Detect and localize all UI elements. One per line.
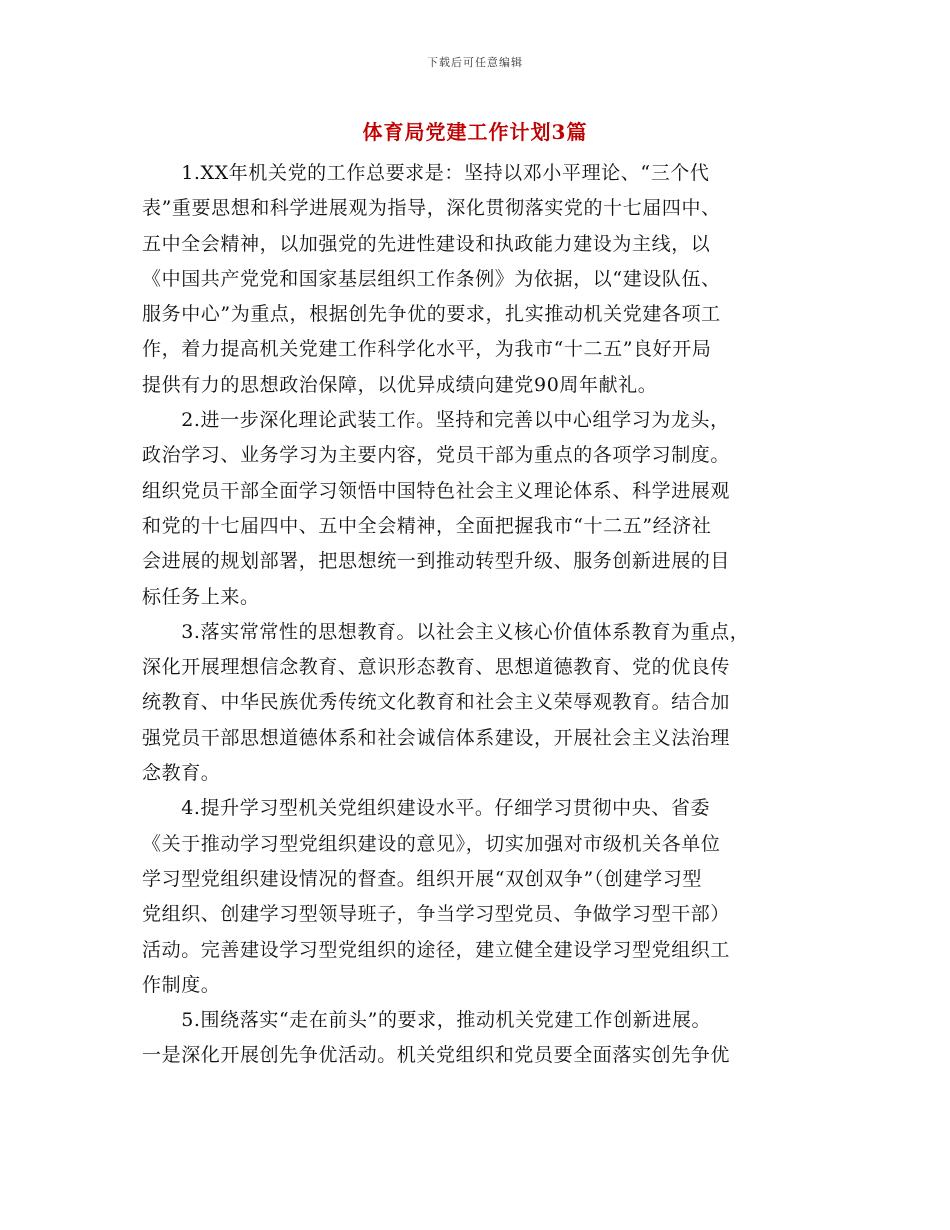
paragraph-line: 《中国共产党党和国家基层组织工作条例》为依据，以“建设队伍、 — [142, 267, 721, 290]
header-note: 下载后可任意编辑 — [427, 56, 523, 69]
paragraph — [142, 403, 798, 615]
paragraph-line: 2.进一步深化理论武装工作。坚持和完善以中心组学习为龙头， — [142, 409, 730, 432]
paragraph-line: 统教育、中华民族优秀传统文化教育和社会主义荣辱观教育。结合加 — [142, 691, 731, 714]
paragraph-line: 1.XX年机关党的工作总要求是：坚持以邓小平理论、“三个代 — [142, 162, 710, 184]
paragraph-line: 3.落实常常性的思想教育。以社会主义核心价值体系教育为重点， — [142, 620, 750, 643]
paragraph-line: 一是深化开展创先争优活动。机关党组织和党员要全面落实创先争优 — [142, 1044, 731, 1067]
paragraph-line: 标任务上来。 — [142, 585, 260, 608]
paragraph-line: 五中全会精神，以加强党的先进性建设和执政能力建设为主线，以 — [142, 232, 711, 255]
paragraph-line: 和党的十七届四中、五中全会精神，全面把握我市“十二五”经济社 — [142, 514, 712, 537]
document-title: 体育局党建工作计划3篇 — [362, 120, 588, 144]
paragraph-line: 组织党员干部全面学习领悟中国特色社会主义理论体系、科学进展观 — [142, 479, 731, 502]
paragraph — [142, 156, 798, 403]
paragraph — [142, 615, 798, 791]
paragraph-line: 作，着力提高机关党建工作科学化水平，为我市“十二五”良好开局 — [142, 338, 712, 361]
paragraph-line: 强党员干部思想道德体系和社会诚信体系建设，开展社会主义法治理 — [142, 726, 731, 749]
paragraph-line: 活动。完善建设学习型党组织的途径，建立健全建设学习型党组织工 — [142, 938, 731, 961]
paragraph-line: 党组织、创建学习型领导班子，争当学习型党员、争做学习型干部） — [142, 903, 731, 926]
paragraph-line: 作制度。 — [142, 973, 221, 996]
paragraph-line: 深化开展理想信念教育、意识形态教育、思想道德教育、党的优良传 — [142, 656, 731, 679]
paragraph — [142, 1003, 798, 1074]
paragraph-line: 政治学习、业务学习为主要内容，党员干部为重点的各项学习制度。 — [142, 444, 731, 467]
paragraph — [142, 791, 798, 1003]
paragraph-line: 念教育。 — [142, 762, 221, 785]
paragraph-line: 提供有力的思想政治保障，以优异成绩向建党90周年献礼。 — [142, 373, 658, 396]
document-body — [142, 156, 798, 1074]
paragraph-line: 5.围绕落实“走在前头”的要求，推动机关党建工作创新进展。 — [142, 1009, 712, 1032]
paragraph-line: 服务中心”为重点，根据创先争优的要求，扎实推动机关党建各项工 — [142, 303, 721, 326]
paragraph-line: 表”重要思想和科学进展观为指导，深化贯彻落实党的十七届四中、 — [142, 197, 721, 220]
paragraph-line: 学习型党组织建设情况的督查。组织开展“双创双争”（创建学习型 — [142, 867, 702, 890]
paragraph-line: 4.提升学习型机关党组织建设水平。仔细学习贯彻中央、省委 — [142, 797, 711, 820]
paragraph-line: 《关于推动学习型党组织建设的意见》，切实加强对市级机关各单位 — [142, 832, 721, 855]
paragraph-line: 会进展的规划部署，把思想统一到推动转型升级、服务创新进展的目 — [142, 550, 731, 573]
